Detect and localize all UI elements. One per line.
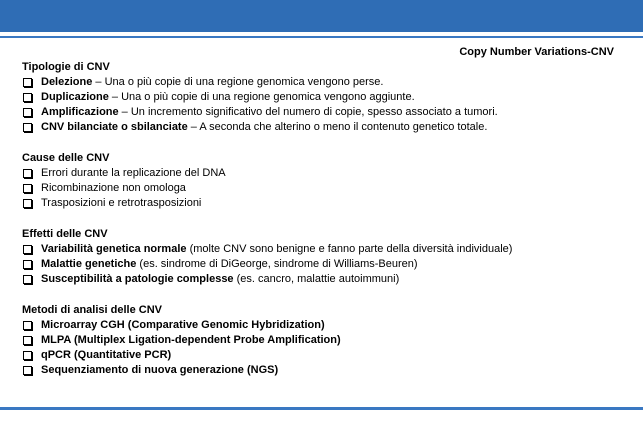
list-item: Ricombinazione non omologa [22, 181, 632, 196]
list-item: Variabilità genetica normale (molte CNV sono benigne e fanno parte della diversità individuale) [22, 242, 632, 257]
list-item: CNV bilanciate o sbilanciate – A seconda che alterino o meno il contenuto genetico totale. [22, 120, 632, 135]
checkbox-bullet-icon [23, 93, 32, 102]
checkbox-bullet-icon [23, 245, 32, 254]
header-bar [0, 0, 643, 32]
list-item: Delezione – Una o più copie di una regione genomica vengono perse. [22, 75, 632, 90]
list-item: qPCR (Quantitative PCR) [22, 348, 632, 363]
checkbox-bullet-icon [23, 321, 32, 330]
checkbox-bullet-icon [23, 78, 32, 87]
checkbox-bullet-icon [23, 184, 32, 193]
section-heading: Cause delle CNV [22, 152, 110, 164]
checkbox-bullet-icon [23, 199, 32, 208]
section-heading: Tipologie di CNV [22, 61, 110, 73]
list-item: Microarray CGH (Comparative Genomic Hybridization) [22, 318, 632, 333]
section-metodi [22, 303, 632, 378]
section-tipologie [22, 60, 632, 135]
list-item: Sequenziamento di nuova generazione (NGS) [22, 363, 632, 378]
checkbox-bullet-icon [23, 366, 32, 375]
list-item: Malattie genetiche (es. sindrome di DiGeorge, sindrome di Williams-Beuren) [22, 257, 632, 272]
section-cause [22, 151, 632, 211]
section-heading: Metodi di analisi delle CNV [22, 304, 162, 316]
checkbox-bullet-icon [23, 351, 32, 360]
list-item: Duplicazione – Una o più copie di una regione genomica vengono aggiunte. [22, 90, 632, 105]
list-item: Trasposizioni e retrotrasposizioni [22, 196, 632, 211]
slide-content [22, 60, 632, 378]
footer-divider [0, 407, 643, 410]
checkbox-bullet-icon [23, 336, 32, 345]
slide-title: Copy Number Variations-CNV [459, 46, 614, 58]
checkbox-bullet-icon [23, 275, 32, 284]
checkbox-bullet-icon [23, 108, 32, 117]
list-item: Amplificazione – Un incremento significativo del numero di copie, spesso associato a tumori. [22, 105, 632, 120]
checkbox-bullet-icon [23, 169, 32, 178]
checkbox-bullet-icon [23, 123, 32, 132]
list-item: Errori durante la replicazione del DNA [22, 166, 632, 181]
list-item: MLPA (Multiplex Ligation-dependent Probe Amplification) [22, 333, 632, 348]
section-effetti [22, 227, 632, 287]
section-heading: Effetti delle CNV [22, 228, 108, 240]
list-item: Susceptibilità a patologie complesse (es. cancro, malattie autoimmuni) [22, 272, 632, 287]
header-divider [0, 36, 643, 38]
checkbox-bullet-icon [23, 260, 32, 269]
